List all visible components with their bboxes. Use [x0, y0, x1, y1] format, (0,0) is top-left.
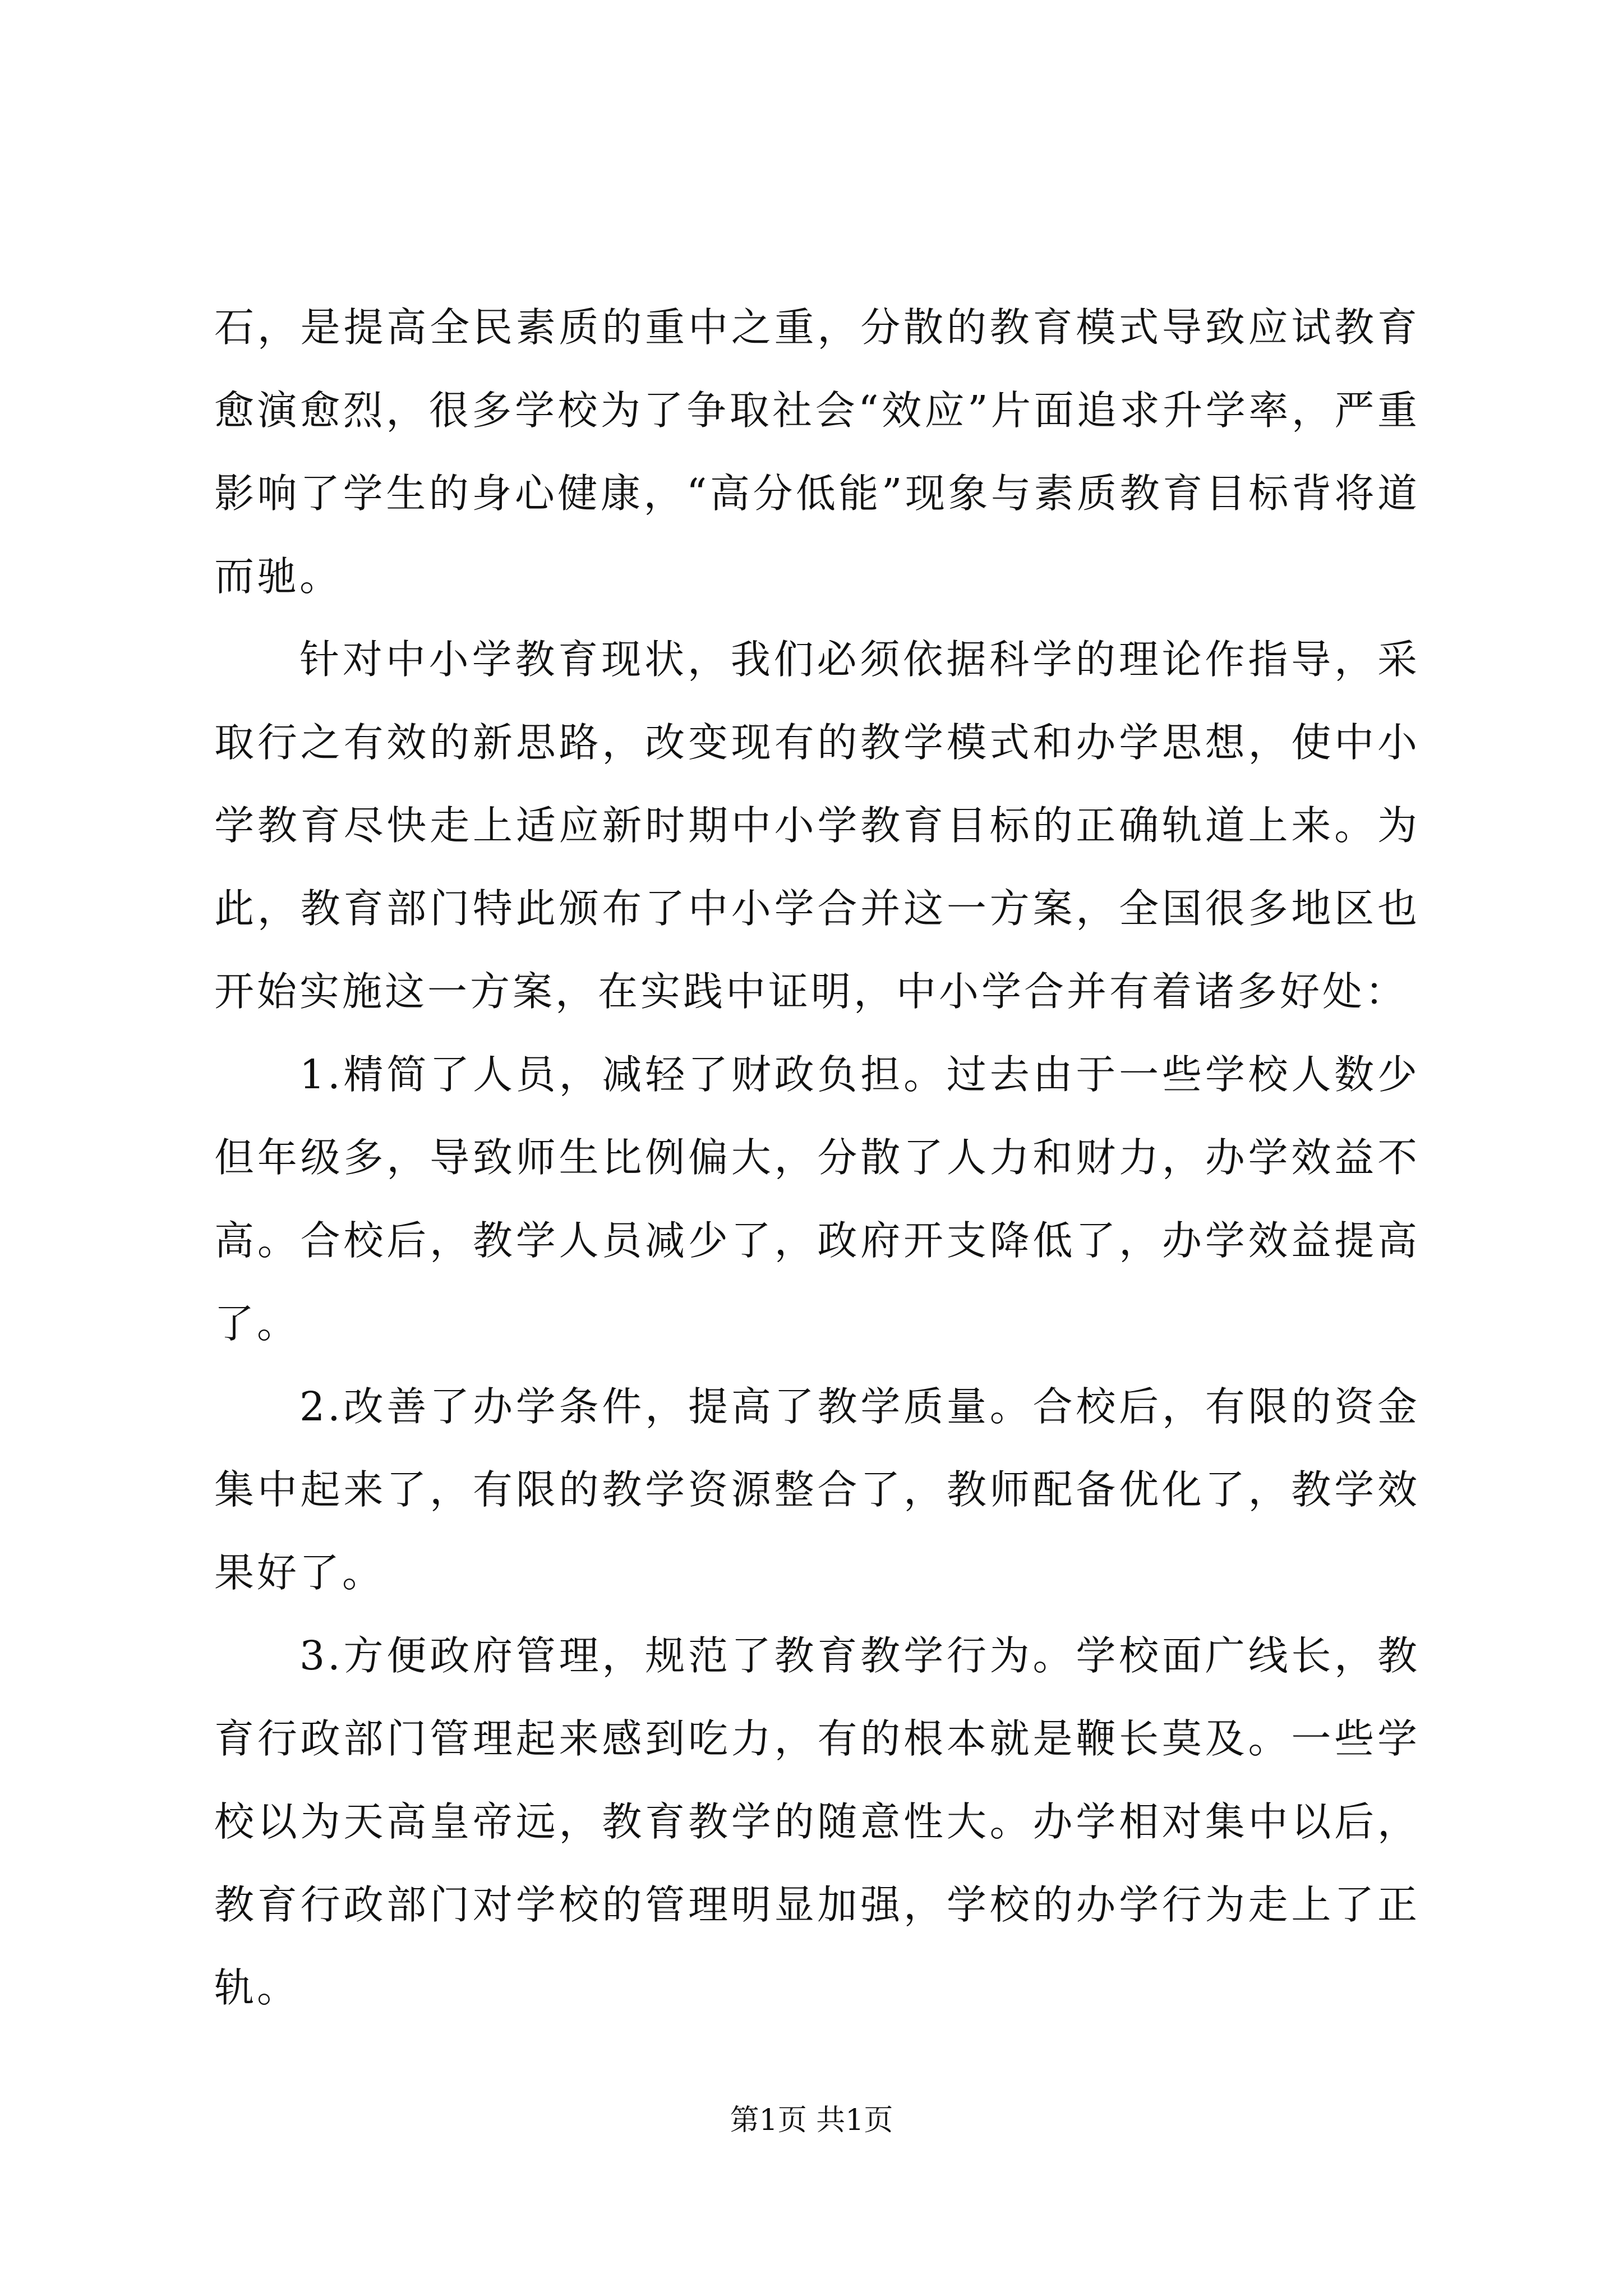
paragraph-2: 针对中小学教育现状，我们必须依据科学的理论作指导，采取行之有效的新思路，改变现有的教学模式和办学思想，使中小学教育尽快走上适应新时期中小学教育目标的正确轨道上来。为此，教育部门特此颁布了中小学合并这一方案，全国很多地区也开始实施这一方案，在实践中证明，中小学合并有着诸多好处：: [214, 636, 1420, 1015]
page-footer: [0, 2101, 1623, 2140]
page-number-label: 第1页 共1页: [730, 2104, 893, 2137]
paragraph-5: 3.方便政府管理，规范了教育教学行为。学校面广线长，教育行政部门管理起来感到吃力，有的根本就是鞭长莫及。一些学校以为天高皇帝远，教育教学的随意性大。办学相对集中以后，教育行政部门对学校的管理明显加强，学校的办学行为走上了正轨。: [214, 1632, 1420, 2011]
paragraph-1: 石，是提高全民素质的重中之重，分散的教育模式导致应试教育愈演愈烈，很多学校为了争取社会“效应”片面追求升学率，严重影响了学生的身心健康，“高分低能”现象与素质教育目标背将道而驰。: [214, 304, 1420, 600]
paragraph-4: 2.改善了办学条件，提高了教学质量。合校后，有限的资金集中起来了，有限的教学资源整合了，教师配备优化了，教学效果好了。: [214, 1383, 1420, 1596]
paragraph-3: 1.精简了人员，减轻了财政负担。过去由于一些学校人数少但年级多，导致师生比例偏大，分散了人力和财力，办学效益不高。合校后，教学人员减少了，政府开支降低了，办学效益提高了。: [214, 1051, 1420, 1347]
document-body: [214, 286, 1420, 2030]
